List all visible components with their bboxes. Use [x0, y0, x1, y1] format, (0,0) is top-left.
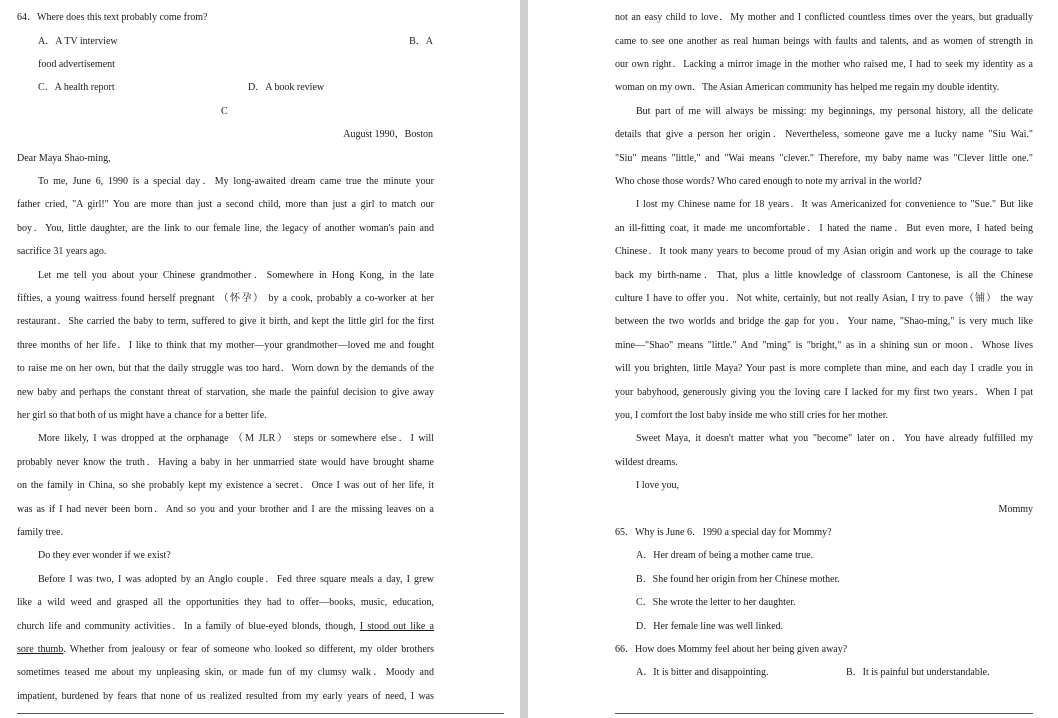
bottom-rule-left — [17, 713, 504, 714]
paragraph-line: family tree. — [17, 527, 64, 538]
paragraph-line: Do they ever wonder if we exist? — [38, 550, 171, 561]
paragraph-line: Sweet Maya, it doesn't matter what you "become" later on．You have already fulfilled my — [636, 433, 1033, 444]
text-span: . Whether from jealousy or fear of someone who looked so different, my older brothers — [63, 644, 434, 655]
paragraph-line: I lost my Chinese name for 18 years．It was Americanized for convenience to "Sue." But like — [636, 199, 1033, 210]
q64-option-c: C．A health report — [38, 82, 115, 93]
paragraph-line-underlined — [17, 620, 434, 634]
paragraph-line: probably never know the truth．Having a baby in her unmarried state would have brought shame — [17, 457, 434, 468]
q64-stem: 64．Where does this text probably come from? — [17, 12, 208, 23]
paragraph-line: details that give a person her origin．Nevertheless, someone gave me a lucky name "Siu Wai." — [615, 129, 1033, 140]
paragraph-line: between the two worlds and bridge the gap for you．Your name, "Shao-ming," is very much like — [615, 316, 1033, 327]
q64-option-a: A．A TV interview — [38, 36, 118, 47]
page-divider — [520, 0, 528, 718]
letter-closing: I love you, — [636, 480, 680, 491]
paragraph-line: Who chose those words? Who cared enough to note my arrival in the world? — [615, 176, 922, 187]
q65-stem: 65．Why is June 6．1990 a special day for Mommy? — [615, 527, 832, 538]
underlined-phrase: sore thumb — [17, 644, 64, 655]
paragraph-line: woman on my own．The Asian American community has helped me regain my double identity. — [615, 82, 1000, 93]
paragraph-line: her girl so that both of us might have a chance for a better life. — [17, 410, 267, 421]
paragraph-line-underlined — [17, 643, 434, 657]
paragraph-line: Chinese．It took many years to become proud of my Asian origin and work up the courage to take — [615, 246, 1033, 257]
paragraph-line: back my birth-name．That, plus a little knowledge of classroom Cantonese, is all the Chinese — [615, 270, 1033, 281]
text-span: church life and community activities．In a family of blue-eyed blonds, though, — [17, 621, 360, 632]
paragraph-line: came to see one another as real human beings with faults and talents, and as women of strength in — [615, 36, 1033, 47]
q64-option-d: D．A book review — [248, 82, 325, 93]
q65-option-c: C．She wrote the letter to her daughter. — [636, 597, 796, 608]
paragraph-line: sacrifice 31 years ago. — [17, 246, 107, 257]
paragraph-line: To me, June 6, 1990 is a special day．My long-awaited dream came true the minute your — [38, 176, 434, 187]
q66-option-b: B．It is painful but understandable. — [846, 667, 990, 678]
left-page — [0, 0, 520, 718]
paragraph-line: Before I was two, I was adopted by an Anglo couple．Fed three square meals a day, I grew — [38, 574, 434, 585]
paragraph-line: your babyhood, generously giving you the loving care I lacked for my first two years．When I pat — [615, 387, 1033, 398]
paragraph-line: sometimes teased me about my unpleasing skin, or made fun of my clumsy walk．Moody and — [17, 667, 434, 678]
paragraph-line: will you brighten, little Maya? Your past is more complete than mine, and each day I cradle you in — [615, 363, 1033, 374]
paragraph-line: new baby and perhaps the constant threat of starvation, she made the painful decision to give away — [17, 387, 434, 398]
paragraph-line: to raise me on her own, but that the daily struggle was too hard．Worn down by the demands of the — [17, 363, 434, 374]
q65-option-b: B．She found her origin from her Chinese mother. — [636, 574, 840, 585]
paragraph-line: More likely, I was dropped at the orphanage （M JLR） steps or somewhere else．I will — [38, 433, 434, 444]
paragraph-line: impatient, burdened by fears that none of us realized resulted from my early years of need, I was — [17, 691, 434, 702]
paragraph-line: on the family in China, so she probably kept my existence a secret．Once I was out of her life, it — [17, 480, 434, 491]
paragraph-line: was as if I had never been born．And so you and your brother and I are the missing leaves on a — [17, 504, 434, 515]
letter-signature: Mommy — [998, 504, 1033, 515]
paragraph-line: But part of me will always be missing: my beginnings, my personal history, all the delicate — [636, 106, 1033, 117]
paragraph-line: "Siu" means "little," and "Wai means "clever." Therefore, my baby name was "Clever little one." — [615, 153, 1033, 164]
q66-stem: 66．How does Mommy feel about her being given away? — [615, 644, 848, 655]
letter-dateline: August 1990，Boston — [343, 129, 433, 140]
paragraph-line: Let me tell you about your Chinese grandmother．Somewhere in Hong Kong, in the late — [38, 270, 434, 281]
paragraph-line: our own right．Lacking a mirror image in the mother who raised me, I had to seek my identity as a — [615, 59, 1033, 70]
paragraph-line: culture I have to offer you．Not white, certainly, but not really Asian, I try to pave（铺） the way — [615, 293, 1033, 304]
q65-option-d: D．Her female line was well linked. — [636, 621, 784, 632]
paragraph-line: fifties, a young waitress found herself pregnant （怀孕） by a cook, probably a co-worker at her — [17, 293, 434, 304]
paragraph-line: not an easy child to love．My mother and I conflicted countless times over the years, but gradually — [615, 12, 1033, 23]
paragraph-line: father cried, "A girl!" You are more than just a second child, more than just a girl to match our — [17, 199, 434, 210]
paragraph-line: mine—"Shao" means "little." And "ming" is "bright," as in a shining sun or moon．Whose lives — [615, 340, 1033, 351]
underlined-phrase: I stood out like a — [359, 621, 434, 632]
paragraph-line: wildest dreams. — [615, 457, 678, 468]
q64-option-b: B．A — [409, 36, 433, 47]
paragraph-line: boy．You, little daughter, are the link to our female line, the legacy of another woman's pain and — [17, 223, 434, 234]
q66-option-a: A．It is bitter and disappointing. — [636, 667, 769, 678]
q65-option-a: A．Her dream of being a mother came true. — [636, 550, 814, 561]
paragraph-line: restaurant．She carried the baby to term, suffered to give it birth, and kept the little girl for the first — [17, 316, 434, 327]
paragraph-line: you, I comfort the lost baby inside me who still cries for her mother. — [615, 410, 888, 421]
paragraph-line: like a wild weed and grasped all the opportunities they had to offer—books, music, education, — [17, 597, 434, 608]
paragraph-line: three months of her life．I like to think that my mother—your grandmother—loved me and fought — [17, 340, 434, 351]
letter-salutation: Dear Maya Shao-ming, — [17, 153, 111, 164]
q64-answer: C — [221, 106, 228, 117]
q64-option-b-cont: food advertisement — [38, 59, 115, 70]
bottom-rule-right — [615, 713, 1033, 714]
paragraph-line: an ill-fitting coat, it made me uncomfortable．I hated the name．But even more, I hated being — [615, 223, 1033, 234]
